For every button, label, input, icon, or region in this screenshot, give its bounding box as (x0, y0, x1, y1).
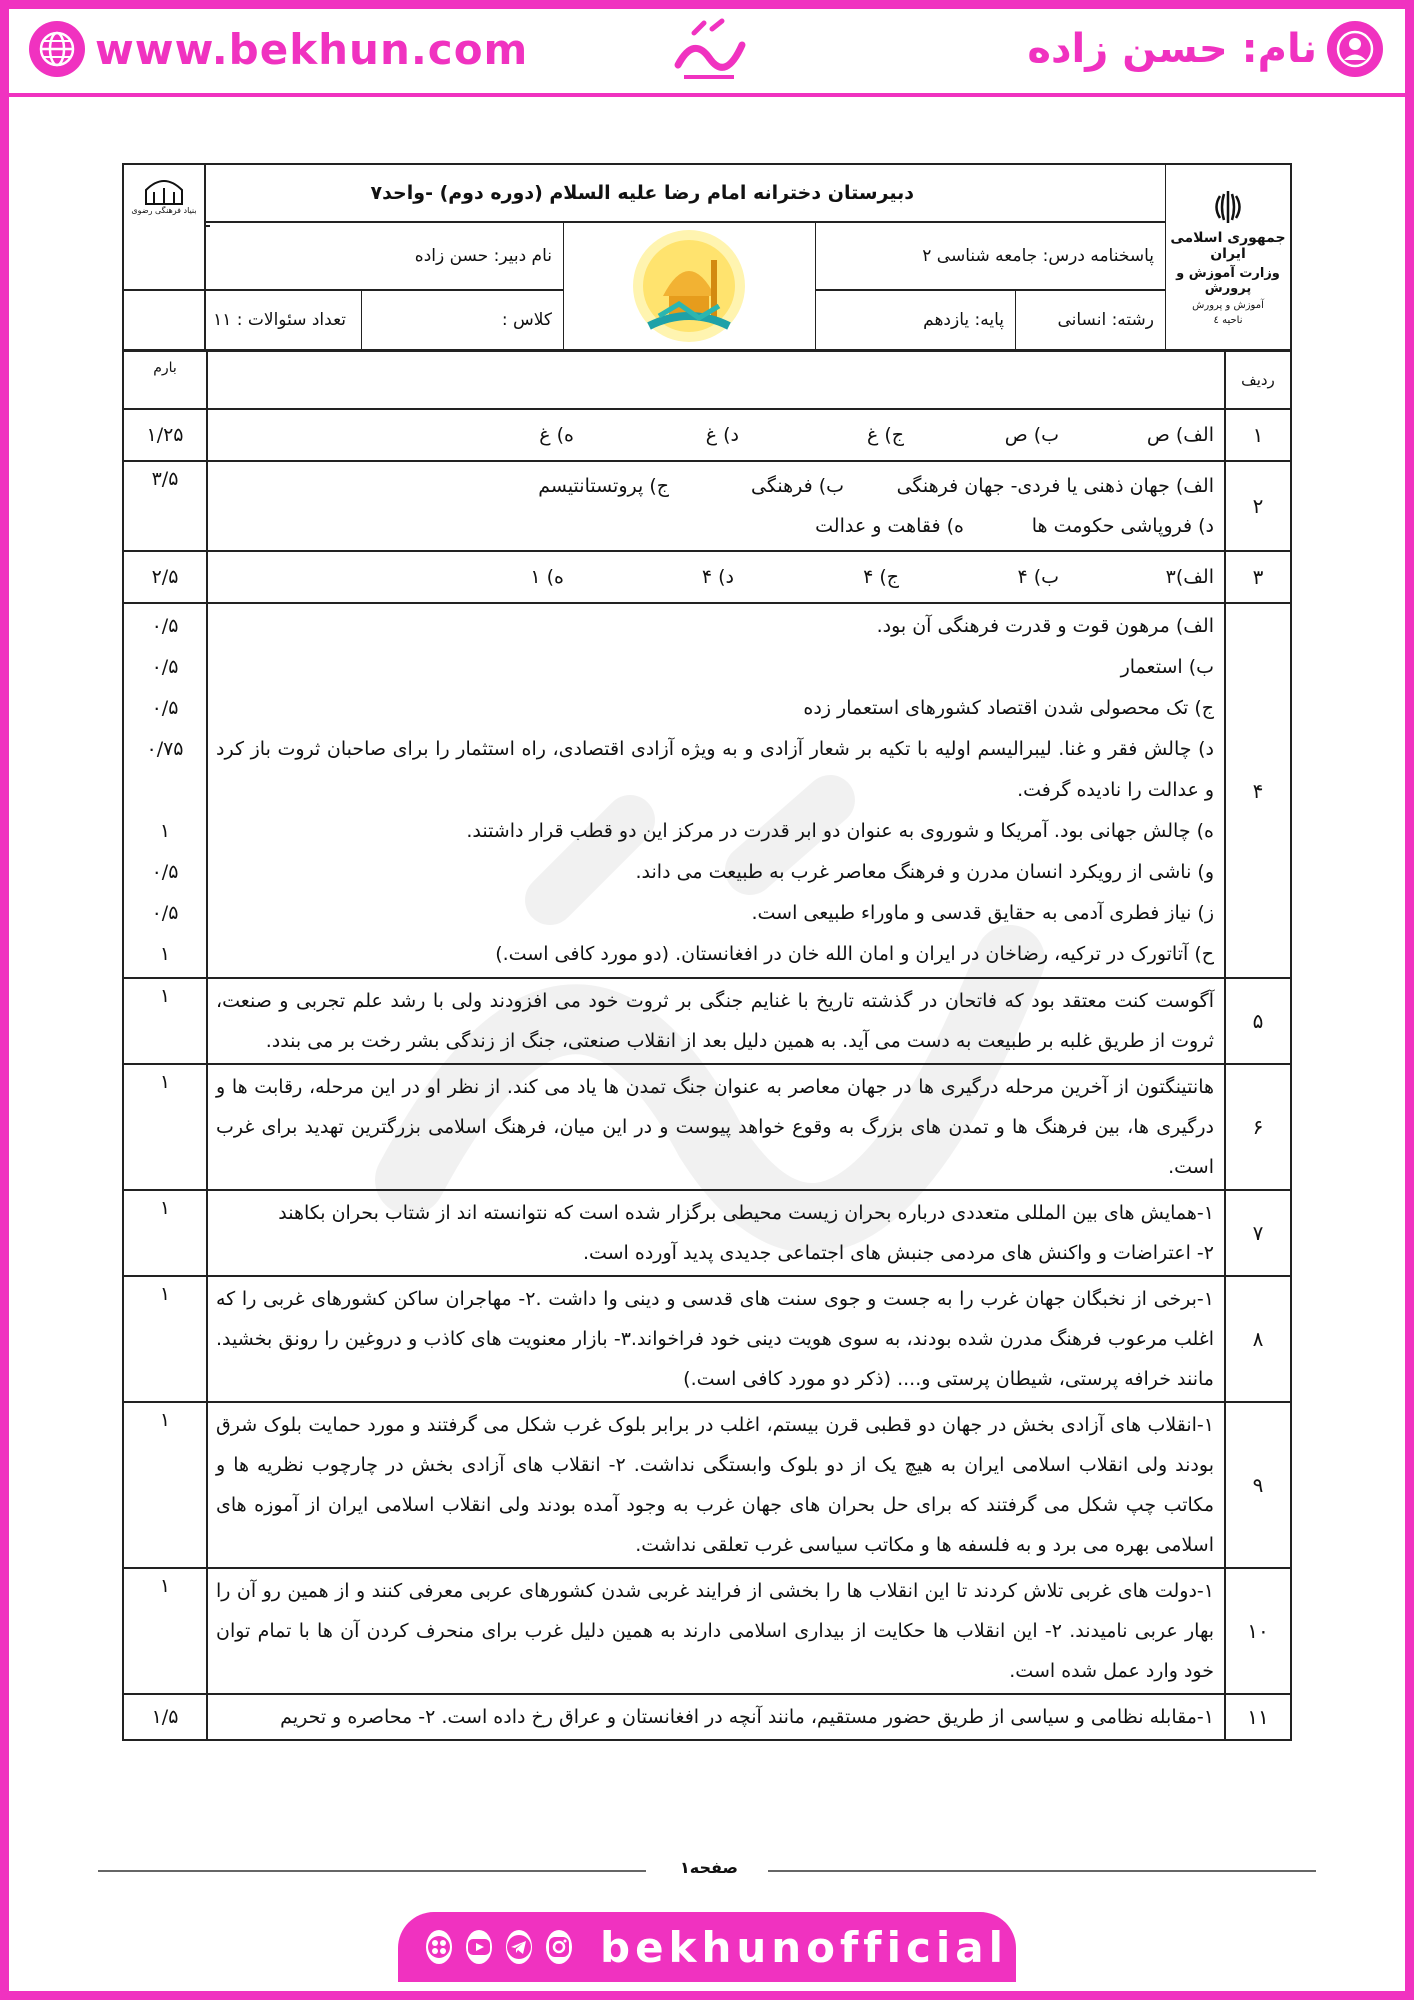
answer-item: ب) ۴ (1017, 566, 1059, 588)
answer-item: ب) فرهنگی (751, 475, 844, 497)
answer-item: د) غ (705, 424, 739, 446)
row-score: ۱ (123, 1568, 207, 1694)
globe-icon (29, 21, 85, 77)
table-row (123, 409, 1291, 461)
answer-line: ح) آتاتورک در ترکیه، رضاخان در ایران و امان الله خان در افغانستان. (دو مورد کافی است.) (495, 943, 1214, 965)
ministry-label: وزارت آموزش و پرورش (1176, 266, 1280, 296)
school-title: دبیرستان دخترانه امام رضا علیه السلام (دوره دوم) -واحد۷ (370, 182, 914, 204)
table-row (123, 1190, 1291, 1276)
top-banner (9, 9, 1405, 97)
row-number: ۱ (1225, 409, 1291, 461)
row-score: ۱ (123, 1276, 207, 1402)
answer-line: ب) استعمار (1120, 656, 1214, 678)
answer-item: ه) فقاهت و عدالت (815, 515, 964, 537)
course-title: پاسخنامه درس: جامعه شناسی ۲ (922, 246, 1154, 266)
site-link[interactable] (29, 21, 528, 77)
answer-item: الف) جهان ذهنی یا فردی- جهان فرهنگی (896, 475, 1214, 497)
row-number: ۱۰ (1225, 1568, 1291, 1694)
row-number: ۲ (1225, 461, 1291, 551)
col-score-header: بارم (123, 351, 207, 409)
col-row-header: ردیف (1225, 351, 1291, 409)
bekhun-logo-icon (664, 15, 756, 87)
shrine-logo-icon (629, 226, 749, 346)
answer-cell: هانتینگتون از آخرین مرحله درگیری ها در جهان معاصر به عنوان جنگ تمدن ها یاد می کند. از نظر او در این مرحله، رقابت ها و درگیری ها، بین فرهنگ ها و تمدن های بزرگ به وقوع خواهد پیوست و در این میان، فرهنگ اسلامی بزرگترین تهدید برای غرب است. (207, 1064, 1225, 1190)
iran-emblem-icon (1209, 188, 1247, 226)
answer-item: ه) غ (539, 424, 574, 446)
youtube-icon[interactable] (466, 1930, 492, 1964)
sub-score: ۰/۷۵ (146, 738, 184, 760)
answer-line: و) ناشی از رویکرد انسان مدرن و فرهنگ معاصر غرب به طبیعت می داند. (635, 861, 1214, 883)
field-label: رشته: انسانی (1057, 310, 1154, 330)
answer-cell: ۱-مقابله نظامی و سیاسی از طریق حضور مستقیم، مانند آنچه در افغانستان و عراق رخ داده است. ۲- محاصره و تحریم (207, 1694, 1225, 1740)
table-row (123, 551, 1291, 603)
row-number: ۳ (1225, 551, 1291, 603)
row-score (123, 603, 207, 978)
sub-score: ۰/۵ (151, 615, 179, 637)
exam-header (122, 163, 1292, 351)
answer-line: ۱-همایش های بین المللی متعددی درباره بحران زیست محیطی برگزار شده است که نتوانسته اند از شتاب بحران بکاهند (278, 1202, 1214, 1224)
sub-score: ۱ (159, 943, 171, 965)
answer-line: د) چالش فقر و غنا. لیبرالیسم اولیه با تکیه بر شعار آزادی و به ویژه آزادی اقتصادی، راه استثمار را برای صاحبان ثروت باز کرد و عدالت را نادیده گرفت. (216, 738, 1214, 801)
answer-cell: آگوست کنت معتقد بود که فاتحان در گذشته تاریخ با غنایم جنگی بر ثروت خود می افزودند ولی با رشد علم تجربی و صنعت، ثروت از طریق غلبه بر طبیعت به دست می آید. به همین دلیل بعد از انقلاب صنعتی، جنگ از زندگی بشر رخت بر می بندد. (207, 978, 1225, 1064)
republic-label: جمهوری اسلامی ایران (1170, 230, 1286, 262)
answer-cell (207, 409, 1225, 461)
row-number: ۸ (1225, 1276, 1291, 1402)
answer-item: د) ۴ (701, 566, 734, 588)
answer-table (122, 350, 1292, 1741)
answer-cell (207, 1190, 1225, 1276)
footer-divider (98, 1870, 646, 1872)
teacher-field: نام دبیر: حسن زاده (414, 246, 552, 266)
answer-line: ۲- اعتراضات و واکنش های مردمی جنبش های اجتماعی جدیدی پدید آورده است. (582, 1242, 1214, 1264)
answer-item: ج) ۴ (863, 566, 899, 588)
class-field: کلاس : (501, 310, 552, 330)
row-number: ۵ (1225, 978, 1291, 1064)
table-row (123, 461, 1291, 551)
answer-cell (207, 551, 1225, 603)
shrine-badge (564, 223, 814, 349)
user-icon (1327, 21, 1383, 77)
answer-line: ز) نیاز فطری آدمی به حقایق قدسی و ماوراء طبیعی است. (751, 902, 1214, 924)
ministry-block (1166, 165, 1290, 349)
answer-line: الف) مرهون قوت و قدرت فرهنگی آن بود. (876, 615, 1214, 637)
table-row (123, 1276, 1291, 1402)
row-number: ۶ (1225, 1064, 1291, 1190)
answer-cell (207, 461, 1225, 551)
page-number: صفحه۱ (680, 1858, 738, 1877)
social-handle[interactable]: bekhunofficial (600, 1922, 1009, 1972)
answer-item: الف)۳ (1165, 566, 1214, 588)
answer-item: ه) ۱ (530, 566, 564, 588)
table-row (123, 1402, 1291, 1568)
row-number: ۱۱ (1225, 1694, 1291, 1740)
row-number: ۴ (1225, 603, 1291, 978)
answer-cell: ۱-دولت های غربی تلاش کردند تا این انقلاب ها را بخشی از فرایند غربی شدن کشورهای عربی معرفی کنند و از همین رو آن را بهار عربی نامیدند. ۲- این انقلاب ها حکایت از بیداری اسلامی دارند به همین دلیل غرب برای منحرف کردن آن ها با تمام توان خود وارد عمل شده است. (207, 1568, 1225, 1694)
teacher-name-label: نام: حسن زاده (1027, 26, 1317, 72)
sub-score: ۰/۵ (151, 902, 179, 924)
answer-item: الف) ص (1146, 424, 1214, 446)
row-number: ۷ (1225, 1190, 1291, 1276)
answer-item: ج) پروتستانتیسم (538, 475, 669, 497)
row-score: ۱ (123, 978, 207, 1064)
district-label: ناحیه ٤ (1213, 315, 1243, 326)
table-row (123, 1064, 1291, 1190)
question-count-label: تعداد سئوالات : ۱۱ (213, 310, 346, 330)
row-score: ۳/۵ (123, 461, 207, 551)
table-row (123, 1568, 1291, 1694)
sub-score: ۱ (159, 820, 171, 842)
answer-line: ج) تک محصولی شدن اقتصاد کشورهای استعمار زده (803, 697, 1214, 719)
foundation-label: بنیاد فرهنگی رضوی (131, 205, 197, 215)
footer-divider (768, 1870, 1316, 1872)
answer-item: ب) ص (1004, 424, 1059, 446)
row-score: ۱/۲۵ (123, 409, 207, 461)
table-row (123, 978, 1291, 1064)
dept-label: آموزش و پرورش (1192, 300, 1264, 311)
foundation-emblem-icon (142, 176, 186, 206)
sub-score: ۰/۵ (151, 861, 179, 883)
answer-item: ج) غ (866, 424, 904, 446)
row-score: ۱/۵ (123, 1694, 207, 1740)
answer-cell: ۱-برخی از نخبگان جهان غرب را به جست و جوی سنت های قدسی و دینی وا داشت .۲- مهاجران ساکن کشورهای غربی را که اغلب مرعوب فرهنگ مدرن شده بودند، به سوی هویت دینی خود فراخواند.۳- بازار معنویت های کاذب و دروغین را رونق بخشید. مانند خرافه پرستی، شیطان پرستی و.... (ذکر دو مورد کافی است.) (207, 1276, 1225, 1402)
answer-cell: ۱-انقلاب های آزادی بخش در جهان دو قطبی قرن بیستم، اغلب در برابر بلوک غرب شکل می گرفتند و مورد حمایت بلوک شرق بودند ولی انقلاب اسلامی ایران به هیچ یک از دو بلوک وابستگی نداشت. ۲- انقلاب های آزادی بخش در چارچوب نظریه ها و مکاتب چپ شکل می گرفتند که برای حل بحران های جهان غرب به وجود آمده بودند ولی انقلاب اسلامی ایران از آموزه های اسلامی بهره می برد و به فلسفه ها و مکاتب سیاسی غرب تعلقی نداشت. (207, 1402, 1225, 1568)
col-answer-header (207, 351, 1225, 409)
row-score: ۱ (123, 1402, 207, 1568)
table-header-row (123, 351, 1291, 409)
table-row (123, 1694, 1291, 1740)
row-score: ۱ (123, 1064, 207, 1190)
teacher-tag (1027, 21, 1383, 77)
answer-cell (207, 603, 1225, 978)
site-url[interactable]: www.bekhun.com (95, 24, 529, 74)
instagram-icon[interactable] (546, 1930, 572, 1964)
table-row (123, 603, 1291, 978)
telegram-icon[interactable] (506, 1930, 532, 1964)
answer-item: د) فروپاشی حکومت ها (1031, 515, 1214, 537)
row-number: ۹ (1225, 1402, 1291, 1568)
sub-score: ۰/۵ (151, 697, 179, 719)
social-bar (398, 1912, 1016, 1982)
foundation-block (124, 165, 204, 225)
sub-score: ۰/۵ (151, 656, 179, 678)
aparat-icon[interactable] (426, 1930, 452, 1964)
row-score: ۱ (123, 1190, 207, 1276)
row-score: ۲/۵ (123, 551, 207, 603)
answer-line: ه) چالش جهانی بود. آمریکا و شوروی به عنوان دو ابر قدرت در مرکز این دو قطب قرار داشتند. (466, 820, 1214, 842)
grade-label: پایه: یازدهم (923, 310, 1004, 330)
